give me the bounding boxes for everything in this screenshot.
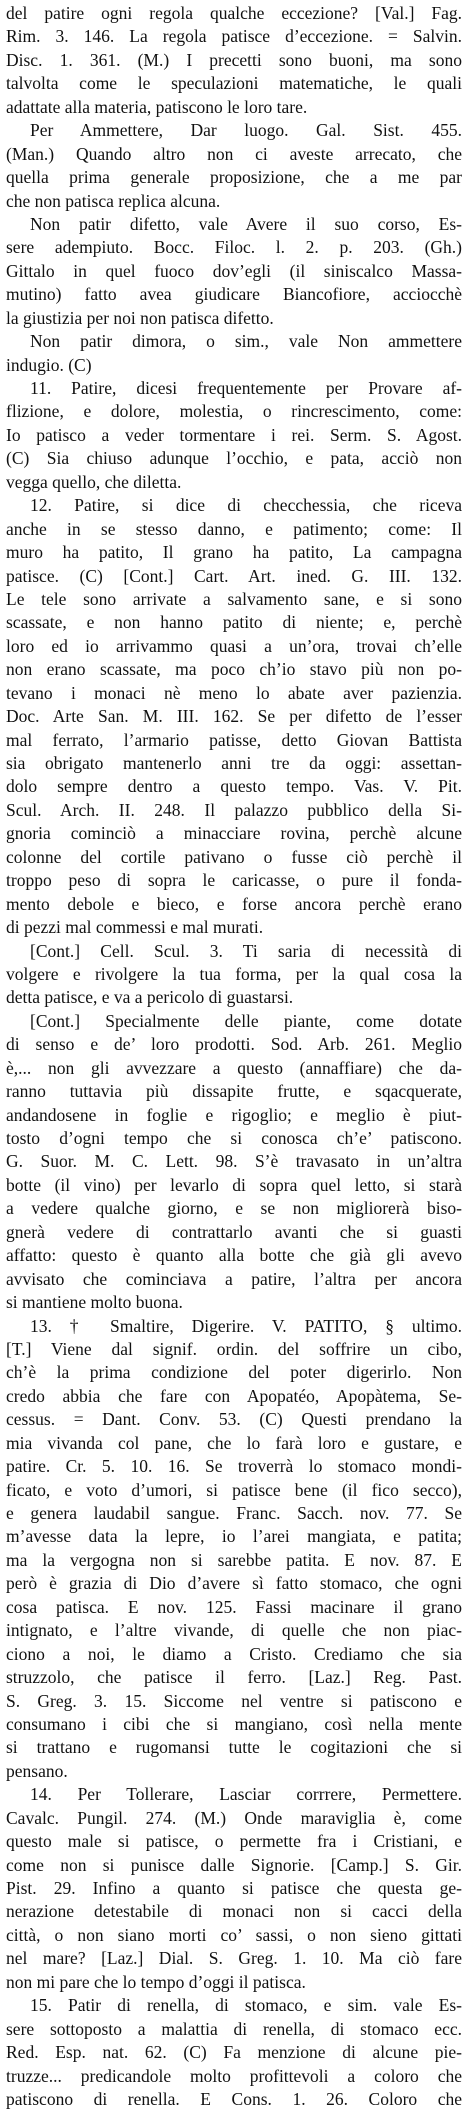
text-line: gnoria cominciò a minacciare rovina, perchè alcune (6, 823, 462, 844)
text-line: città, o non siano morti co’ sassi, o non sieno gittati (6, 1924, 462, 1945)
text-line: m’avesse data la lepre, io l’arei mangiata, e patita; (6, 1526, 462, 1547)
text-line: indugio. (C) (6, 354, 92, 375)
text-line: [T.] Viene dal signif. ordin. del soffrire un cibo, (6, 1338, 462, 1359)
text-line: detta patisce, e va a pericolo di guastarsi. (6, 987, 294, 1008)
text-line: 13. † Smaltire, Digerire. V. PATITO, § ultimo. (30, 1315, 462, 1336)
text-line: loro ed io arrivammo quasi a un’ora, trovai ch’elle (6, 635, 462, 656)
text-line: mento debole e bieco, e forse ancora perchè erano (6, 893, 462, 914)
text-line: come non si punisce dalle Signorie. [Camp.] S. Gir. (6, 1854, 462, 1875)
text-line: Doc. Arte San. M. III. 162. Se per difetto de l’esser (6, 706, 462, 727)
text-line: Io patisco a veder tormentare i rei. Serm. S. Agost. (6, 424, 462, 445)
text-line: credo abbia che fare con Apopatéo, Apopàtema, Se- (6, 1385, 462, 1406)
text-line: quella prima generale proposizione, che a me par (6, 167, 462, 188)
text-line: tosto d’ogni tempo che si conosca ch’e’ patiscono. (6, 1128, 462, 1148)
text-line: Scul. Arch. II. 248. Il palazzo pubblico della Si- (6, 799, 462, 820)
text-line: dolo sempre dentro a questo tempo. Vas. V. Pit. (6, 776, 462, 797)
entry-text-column (6, 2, 462, 2111)
text-line: tevano i monaci nè meno lo abate aver pazienzia. (6, 682, 462, 703)
text-line: talvolta come le speculazioni matematiche, le quali (6, 73, 462, 94)
text-line: volgere e rivolgere la tua forma, per la qual cosa la (6, 963, 462, 984)
text-line: Le tele sono arrivate a salvamento sane, e si sono (6, 588, 462, 609)
text-line: (Man.) Quando altro non ci aveste arrecato, che (6, 143, 462, 164)
text-line: patisce. (C) [Cont.] Cart. Art. ined. G. III. 132. (6, 565, 462, 586)
text-line: che non patisca replica alcuna. (6, 190, 221, 211)
text-line: Pist. 29. Infino a quanto si patisce che questa ge- (6, 1878, 462, 1898)
text-line: cosa patisca. E nov. 125. Fassi macinare il grano (6, 1596, 462, 1617)
text-line: questo male si patisce, o permette fra i Cristiani, e (6, 1831, 462, 1852)
text-line: 15. Patir di renella, di stomaco, e sim. vale Es- (30, 1995, 462, 2016)
text-line: patire. Cr. 5. 10. 16. Se troverrà lo stomaco mondi- (6, 1456, 462, 1477)
text-line: mutino) fatto avea giudicare Biancofiore, acciocchè (6, 284, 462, 305)
text-line: ranno tuttavia più dissapite frutte, e sqacquerate, (6, 1081, 462, 1102)
text-line: patiscono di renella. E Cons. 1. 26. Coloro che (6, 2088, 462, 2109)
text-line: mia vivanda col pane, che lo farà loro e gustare, e (6, 1432, 462, 1453)
text-line: colonne del cortile pativano o fusse ciò perchè il (6, 846, 462, 867)
text-line: [Cont.] Cell. Scul. 3. Ti saria di necessità di (30, 940, 462, 961)
text-line: andandosene in foglie e rigoglio; e meglio è piut- (6, 1104, 462, 1125)
text-line: del patire ogni regola qualche eccezione? [Val.] Fag. (6, 3, 462, 23)
text-line: [Cont.] Specialmente delle piante, come dotate (30, 1010, 462, 1031)
text-line: ch’è la prima condizione del poter digerirlo. Non (6, 1362, 462, 1383)
text-line: botte (il vino) per levarlo di sopra quel letto, si starà (6, 1174, 462, 1195)
text-line: Disc. 1. 361. (M.) I precetti sono buoni, ma sono (6, 49, 462, 70)
text-line: non mi pare che lo tempo d’oggi il patisca. (6, 1971, 306, 1992)
text-line: 14. Per Tollerare, Lasciar corrrere, Permettere. (30, 1784, 462, 1805)
text-line: 11. Patire, dicesi frequentemente per Provare af- (30, 378, 462, 398)
text-line: consumano i cibi che si mangiano, così nella mente (6, 1713, 462, 1734)
text-line: Gittalo in quel fuoco dov’egli (il siniscalco Massa- (6, 260, 462, 281)
text-line: di senso e de’ loro prodotti. Sod. Arb. 261. Meglio (6, 1034, 462, 1055)
text-line: adattate alla materia, patiscono le loro tare. (6, 96, 308, 117)
text-line: ciono a noi, le diamo a Cristo. Crediamo che sia (6, 1643, 462, 1664)
text-line: sia obrigato mantenerlo anni tre da oggi: assettan- (6, 753, 462, 773)
text-line: Red. Esp. nat. 62. (C) Fa menzione di alcune pie- (6, 2042, 462, 2063)
text-line: non erano scassate, ma poco ch’io stavo più non po- (6, 659, 462, 680)
text-line: muro ha patito, Il grano ha patito, La campagna (6, 542, 462, 563)
text-line: mal ferrato, l’armario patisse, detto Giovan Battista (6, 729, 462, 750)
text-line: G. Suor. M. C. Lett. 98. S’è travasato in un’altra (6, 1151, 462, 1172)
text-line: gnerà vedere di contrattarlo avanti che si guasti (6, 1221, 462, 1242)
text-line: S. Greg. 3. 15. Siccome nel ventre si patiscono e (6, 1690, 462, 1711)
text-line: anche in se stesso danno, e patimento; come: Il (6, 518, 462, 539)
text-line: di pezzi mal commessi e mal murati. (6, 917, 264, 938)
text-line: vegga quello, che diletta. (6, 471, 182, 492)
text-line: Per Ammettere, Dar luogo. Gal. Sist. 455. (30, 120, 462, 141)
text-line: nerazione detestabile di monaci non si cacci della (6, 1901, 462, 1922)
text-line: nel mare? [Laz.] Dial. S. Greg. 1. 10. Ma ciò fare (6, 1948, 462, 1969)
text-line: ficato, e voto d’umori, si patisce bene (il fico secco), (6, 1479, 462, 1500)
text-line: la giustizia per noi non patisca difetto. (6, 307, 274, 328)
text-line: truzze... predicandole molto profittevoli a coloro che (6, 2065, 462, 2086)
text-line: a vedere qualche giorno, e se non migliorerà biso- (6, 1198, 462, 1219)
text-line: si mantiene molto buona. (6, 1292, 183, 1313)
text-line: troppo peso di sopra le caricasse, o pure il fonda- (6, 870, 462, 891)
text-line: si trattano e rugomansi tutte le cogitazioni che si (6, 1737, 462, 1758)
text-line: struzzolo, che patisce il ferro. [Laz.] Reg. Past. (6, 1667, 462, 1688)
text-line: Cavalc. Pungil. 274. (M.) Onde maraviglia è, come (6, 1807, 462, 1828)
text-line: sere adempiuto. Bocc. Filoc. l. 2. p. 203. (Gh.) (6, 237, 462, 258)
text-line: è,... non gli avvezzare a questo (annaffiare) che da- (6, 1057, 462, 1078)
text-line: sere sottoposto a malattia di renella, di stomaco ecc. (6, 2018, 462, 2039)
text-line: avvisato che cominciava a patire, l’altra per ancora (6, 1268, 462, 1289)
text-line: Non patir dimora, o sim., vale Non ammettere (30, 331, 462, 352)
text-line: flizione, e dolore, molestia, o rincrescimento, come: (6, 401, 462, 422)
text-line: intignato, e l’altre vivande, di quelle che non piac- (6, 1620, 462, 1641)
text-line: (C) Sia chiuso adunque l’occhio, e pata, acciò non (6, 448, 462, 469)
text-line: pensano. (6, 1760, 68, 1781)
text-line: Non patir difetto, vale Avere il suo corso, Es- (30, 213, 462, 234)
text-line: 12. Patire, si dice di checchessia, che riceva (30, 495, 462, 516)
text-line: e genera laudabil sangue. Franc. Sacch. nov. 77. Se (6, 1503, 462, 1523)
text-line: affatto: questo è quanto alla botte che già gli avevo (6, 1245, 462, 1266)
text-line: cessus. = Dant. Conv. 53. (C) Questi prendano la (6, 1409, 462, 1430)
text-line: ma la vergogna non si sarebbe patita. E nov. 87. E (6, 1549, 462, 1570)
text-line: Rim. 3. 146. La regola patisce d’eccezione. = Salvin. (6, 26, 462, 47)
text-line: scassate, e non hanno patito di niente; e, perchè (6, 612, 462, 633)
text-line: però è grazia di Dio d’avere sì fatto stomaco, che ogni (6, 1573, 462, 1594)
